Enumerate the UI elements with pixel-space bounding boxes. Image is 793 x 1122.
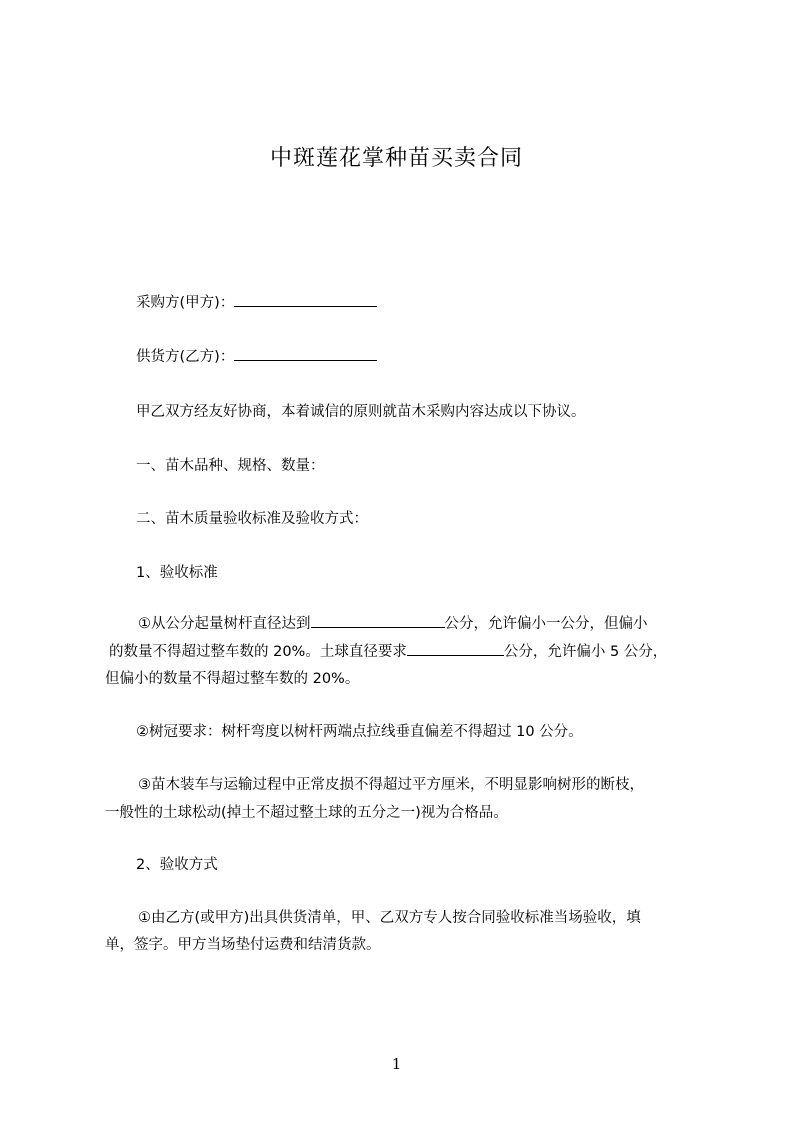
document-title: 中斑莲花掌种苗买卖合同	[269, 146, 523, 171]
buyer-line	[136, 291, 377, 312]
seller-line	[136, 345, 377, 366]
page-number: 1	[391, 1055, 402, 1073]
item-3-line-2: 一般性的土球松动(掉土不超过整土球的五分之一)视为合格品。	[105, 805, 508, 821]
item-1-line-2	[109, 640, 667, 661]
diameter-blank	[311, 613, 445, 628]
intro-paragraph: 甲乙双方经友好协商，本着诚信的原则就苗木采购内容达成以下协议。	[136, 404, 586, 420]
item-1-text-a: ①从公分起量树杆直径达到	[138, 616, 311, 632]
root-ball-blank	[407, 641, 504, 656]
item-1-text-b: 公分，允许偏小一公分，但偏小	[444, 616, 648, 632]
item-3-line-1: ③苗木装车与运输过程中正常皮损不得超过平方厘米，不明显影响树形的断枝，	[138, 777, 644, 793]
subsection-2-heading: 2、验收方式	[136, 857, 218, 873]
buyer-blank	[234, 292, 377, 307]
seller-label: 供货方(乙方)：	[136, 349, 235, 365]
item-1-text-c: 的数量不得超过整车数的 20%。土球直径要求	[109, 644, 407, 660]
buyer-label: 采购方(甲方)：	[136, 295, 235, 311]
item-1-line-1	[138, 612, 648, 633]
item-2: ②树冠要求：树杆弯度以树杆两端点拉线垂直偏差不得超过 10 公分。	[136, 724, 583, 740]
seller-blank	[234, 346, 377, 361]
method-1-line-2: 单，签字。甲方当场垫付运费和结清货款。	[105, 937, 381, 953]
section-2-heading: 二、苗木质量验收标准及验收方式：	[136, 511, 368, 527]
item-1-line-3: 但偏小的数量不得超过整车数的 20%。	[105, 671, 360, 687]
section-1-heading: 一、苗木品种、规格、数量：	[136, 458, 325, 474]
item-1-text-d: 公分，允许偏小 5 公分，	[503, 644, 668, 660]
subsection-1-heading: 1、验收标准	[136, 565, 218, 581]
method-1-line-1: ①由乙方(或甲方)出具供货清单，甲、乙双方专人按合同验收标准当场验收，填	[138, 910, 641, 926]
